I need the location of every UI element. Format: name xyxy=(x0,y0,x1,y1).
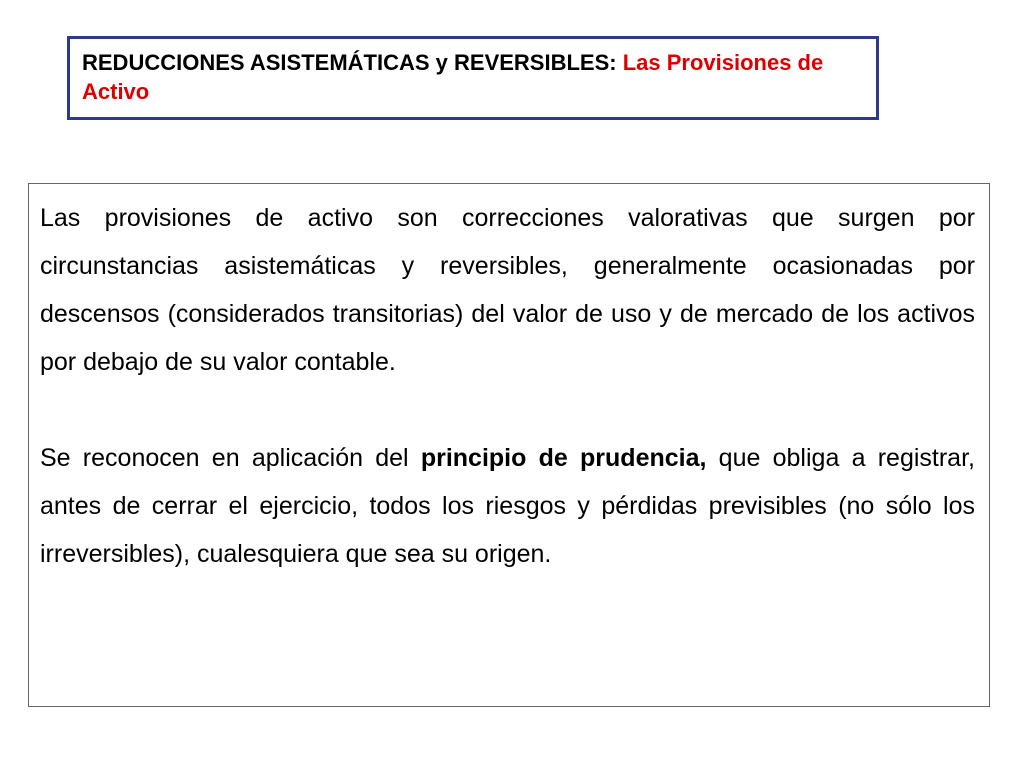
prudence-principle: principio de prudencia, xyxy=(420,444,707,472)
content-box xyxy=(28,183,990,707)
title-main: REDUCCIONES ASISTEMÁTICAS y REVERSIBLES: xyxy=(82,50,623,75)
paragraph-prudence-after: que obliga a registrar, antes de cerrar el ejercicio, todos los riesgos y pérdidas previsibles (no sólo los irreversibles), cualesquiera que sea su origen. xyxy=(40,444,975,568)
title-accent: Las Provisiones de Activo xyxy=(82,50,824,104)
title-box xyxy=(67,36,879,120)
paragraph-prudence-before: Se reconocen en aplicación del xyxy=(40,444,421,472)
paragraph-definition: Las provisiones de activo son correcciones valorativas que surgen por circunstancias asistemáticas y reversibles, generalmente ocasionadas por descensos (considerados transitorias) del valor de uso y de mercado de los activos por debajo de su valor contable. xyxy=(40,204,975,376)
slide-title xyxy=(82,48,864,106)
paragraph-prudence xyxy=(40,434,975,578)
